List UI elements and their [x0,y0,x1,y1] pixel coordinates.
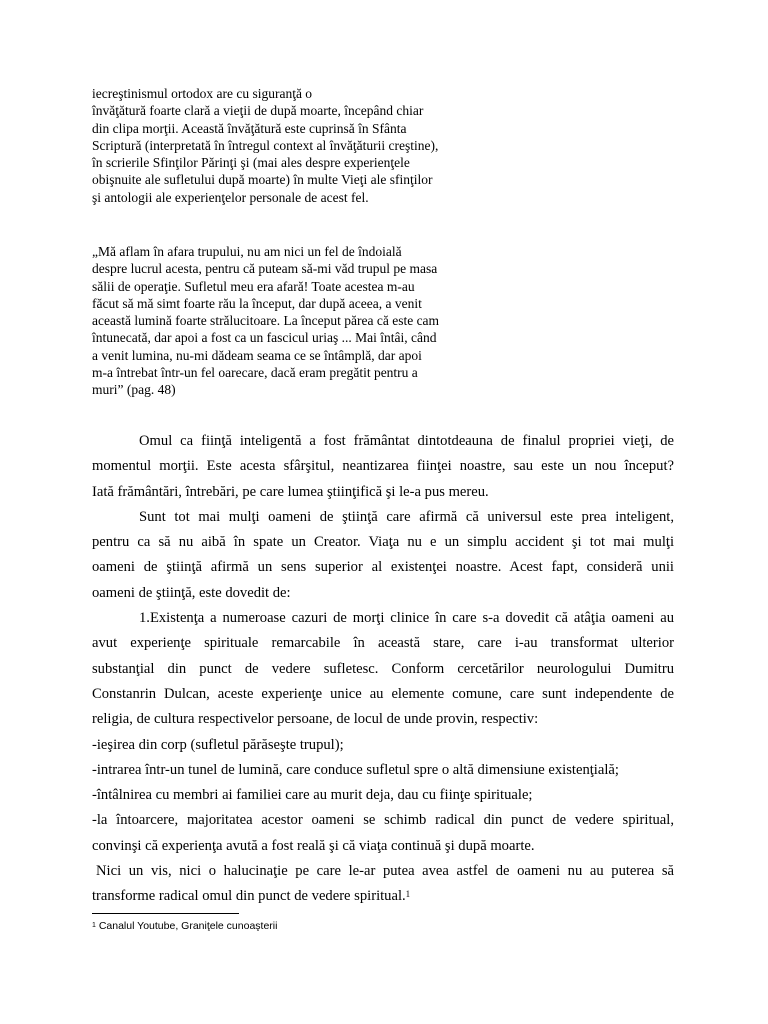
text-line: Omul ca fiinţă inteligentă a fost frământat dintotdeauna de finalul propriei vieţi, de [139,433,674,449]
quote-paragraph [92,243,512,399]
text-line: această lumină foarte strălucitoare. La început părea că este cam [92,313,440,329]
text-line: sălii de operaţie. Sufletul meu era afară! Toate acestea m-au [92,278,415,294]
text-line: în scrierile Sfinţilor Părinţi şi (mai ales despre experienţele [92,155,410,171]
text-line: oameni de ştiinţă afirmă un sens superior al existenţei noastre. Acest fapt, consideră unii [92,559,674,576]
text-line [92,884,674,909]
text-line: iecreştinismul ortodox are cu siguranţă o [92,86,313,101]
footnote-reference[interactable]: 1 [405,889,411,900]
text-line: întunecată, dar apoi a fost ca un fascicul uriaş ... Mai întâi, când [92,330,437,346]
text-line: oameni de ştiinţă, este dovedit de: [92,584,291,601]
text-line: a venit lumina, nu-mi dădeam seama ce se întâmplă, dar apoi [92,347,422,363]
text-line: religia, de cultura respectivelor persoane, de locul de unde provin, respectiv: [92,711,539,728]
text-line: 1.Existenţa a numeroase cazuri de morţi clinice în care s-a dovedit că atâţia oameni au [139,610,674,627]
list-item: -întâlnirea cu membri ai familiei care au murit deja, dau cu fiinţe spirituale; [92,787,533,804]
text-line: obişnuite ale sufletului după moarte) în multe Vieţi ale sfinţilor [92,172,433,188]
text-line: convinşi că experienţa avută a fost reală şi că viaţa continuă şi după moarte. [92,837,535,854]
text-line: şi antologii ale experienţelor personale de acest fel. [92,189,369,205]
footnote-text: Canalul Youtube, Graniţele cunoaşterii [98,920,278,932]
text-line: din clipa morţii. Această învăţătură este cuprinsă în Sfânta [92,120,407,136]
body-text [92,429,674,910]
footnote-mark: 1 [92,922,96,929]
list-item: -ieşirea din corp (sufletul părăseşte trupul); [92,736,344,753]
intro-paragraph [92,85,512,206]
text-line: m-a întrebat într-un fel oarecare, dacă eram pregătit pentru a [92,365,418,381]
footnote [92,919,277,933]
text-line: momentul morţii. Este acesta sfârşitul, neantizarea fiinţei noastre, sau este un nou început? [92,458,674,475]
footnote-separator [92,913,239,914]
list-item: -intrarea într-un tunel de lumină, care conduce sufletul spre o altă dimensiune existenţială; [92,761,619,778]
text-line: avut experienţe spirituale remarcabile în această stare, care i-au transformat ulterior [92,635,674,652]
text-line: Sunt tot mai mulţi oameni de ştiinţă care afirmă că universul este prea inteligent, [139,508,674,525]
text-line: substanţial din punct de vedere sufletesc. Conform cercetărilor neurologului Dumitru [92,660,674,677]
text-line: Constanrin Dulcan, aceste experienţe unice au elemente comune, care sunt independente de [92,685,674,702]
text-line: despre lucrul acesta, pentru că puteam să-mi văd trupul pe masa [92,261,438,277]
text-line: Nici un vis, nici o halucinaţie pe care le-ar putea avea astfel de oameni nu au puterea să [96,863,674,880]
list-item: -la întoarcere, majoritatea acestor oameni se schimb radical din punct de vedere spiritual, [92,812,674,829]
text-line: Iată frământări, întrebări, pe care lumea ştiinţifică şi le-a pus mereu. [92,483,489,500]
text-line: pentru ca să nu aibă în spate un Creator. Viaţa nu e un simplu accident şi tot mai mulţi [92,534,674,551]
text-line: muri” (pag. 48) [92,382,176,398]
text-line: Scriptură (interpretată în întregul context al învăţăturii creştine), [92,137,439,153]
text-line: făcut să mă simt foarte rău la început, dar după aceea, a venit [92,295,422,311]
text-line-content: transforme radical omul din punct de vedere spiritual. [92,888,406,905]
text-line: învăţătură foarte clară a vieţii de după moarte, începând chiar [92,103,424,119]
text-line: „Mă aflam în afara trupului, nu am nici un fel de îndoială [92,244,402,259]
